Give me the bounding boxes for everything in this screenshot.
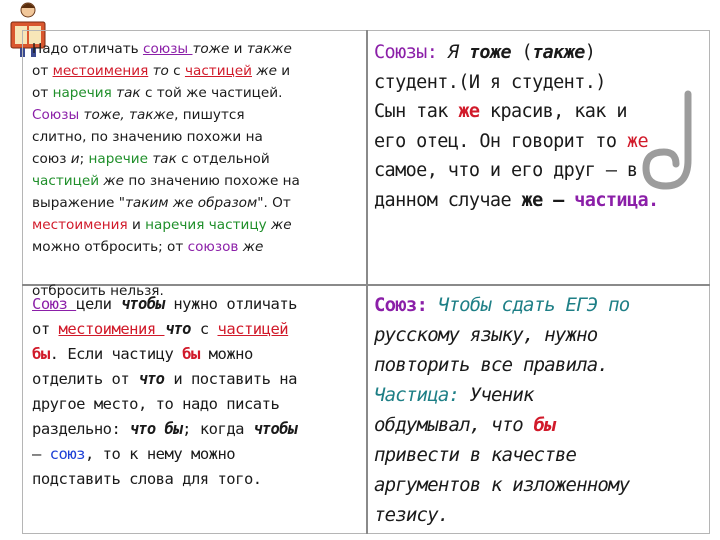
column-divider [366,30,368,534]
rule-chtoby: Союз цели чтобы нужно отличать от местоимения что с частицей бы. Если частицу бы можно отделить от что и поставить на другое место, то надо писать раздельно: что бы; когда чтобы — союз, то к нему можно подставить слова для того. [32,295,297,488]
rule-tozhe-takzhe: Надо отличать союзы тоже и также от местоимения то с частицей же и от наречия так с той же частицей. Союзы тоже, также, пишутся слитно, по значению похожи на союз и; наречие так с отдельной частицей же по значению похоже на выражение "таким же образом". От местоимения и наречия частицу же можно отбросить; от союзов же отбросить нельзя. [32,41,300,299]
examples-chtoby: Союз: Чтобы сдать ЕГЭ по русскому языку, нужно повторить все правила. Частица: Ученик обдумывал, что бы привести в качестве аргументов к изложенному тезису. [374,294,630,526]
examples-tozhe-takzhe: Союзы: Я тоже (также) студент.(И я студент.) Сын так же красив, как и его отец. Он говорит то же самое, что и его друг – в данном случае же – частица. [374,42,659,211]
table-grid [22,30,710,534]
